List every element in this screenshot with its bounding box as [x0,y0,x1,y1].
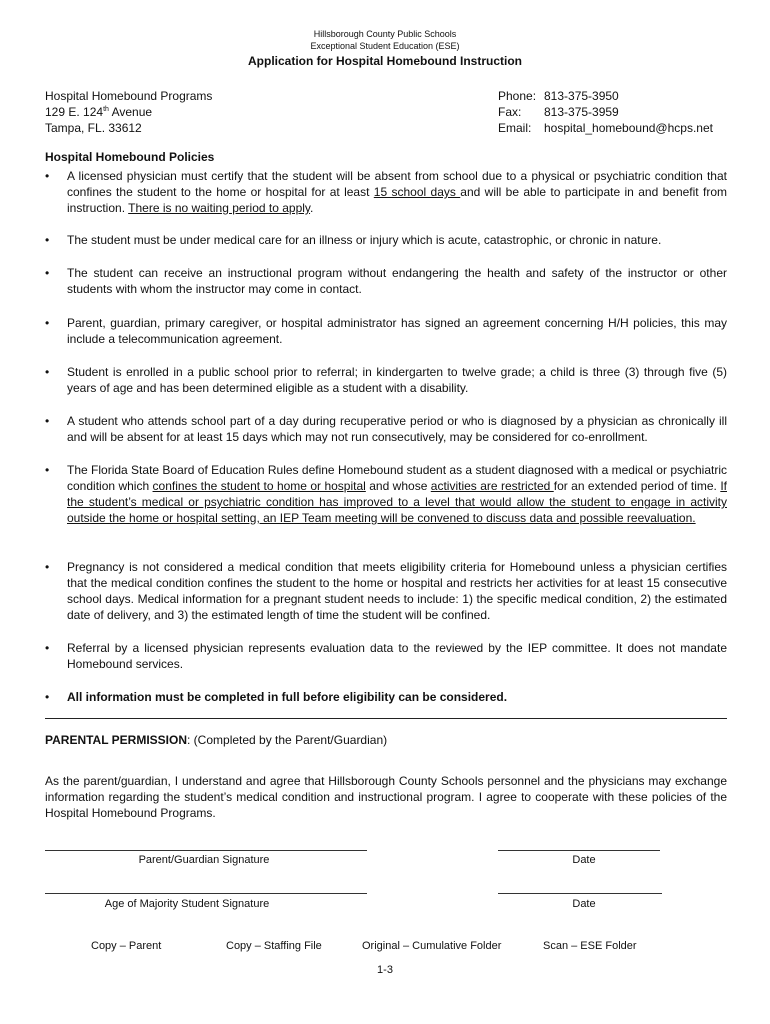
policy-item: • Parent, guardian, primary caregiver, or hospital administrator has signed an agreement concerning H/H policies, this may include a telecommunication agreement. [45,316,727,346]
policies-heading: Hospital Homebound Policies [45,150,215,164]
policy-item: • The student can receive an instructional program without endangering the health and safety of the instructor or other students with whom the instructor may come in contact. [45,266,727,296]
phone-number: 813-375-3950 [544,89,619,103]
student-date-label: Date [572,898,596,910]
bullet-icon: • [45,266,50,280]
section-divider [45,718,727,719]
policy-item: • Student is enrolled in a public school prior to referral; in kindergarten to twelve grade; a child is three (3) through five (5) years of age and has been determined eligible as a student with a disability. [45,365,727,395]
original-cumulative-folder: Original – Cumulative Folder [362,940,502,952]
scan-ese-folder: Scan – ESE Folder [543,940,637,952]
policy-item: • A student who attends school part of a day during recuperative period or who is diagnosed by a physician as chronically ill and will be absent for at least 15 days which may not run consecutively, may be considered for co-enrollment. [45,414,727,444]
district-name: Hillsborough County Public Schools [313,29,457,39]
bullet-icon: • [45,641,50,655]
bullet-icon: • [45,365,50,379]
contact-info [498,88,713,136]
parent-signature-line[interactable] [45,850,367,851]
policy-item: • All information must be completed in full before eligibility can be considered. [45,690,508,704]
bullet-icon: • [45,414,50,428]
bullet-icon: • [45,169,50,183]
policy-item: • A licensed physician must certify that the student will be absent from school due to a physical or psychiatric condition that confines the student to the home or hospital for at least 15 school days and will be able to participate in and benefit from instruction. There is no waiting period to apply. [45,169,727,215]
permission-heading: PARENTAL PERMISSION: (Completed by the Parent/Guardian) [45,733,388,747]
parent-date-line[interactable] [498,850,660,851]
email-row: Email: hospital_homebound@hcps.net [498,121,713,135]
parent-date-label: Date [572,854,596,866]
email-address: hospital_homebound@hcps.net [544,121,713,135]
student-signature-line[interactable] [45,893,367,894]
copy-parent: Copy – Parent [91,940,162,952]
department-name: Exceptional Student Education (ESE) [310,41,460,51]
phone-row: Phone: 813-375-3950 [498,89,619,103]
student-date-line[interactable] [498,893,662,894]
bullet-icon: • [45,690,50,704]
bullet-icon: • [45,560,50,574]
student-signature-label: Age of Majority Student Signature [104,898,270,910]
street-address: 129 E. 124th Avenue [45,105,153,119]
page-title: Application for Hospital Homebound Instruction [248,54,522,68]
mailing-address [45,88,212,136]
page-number: 1-3 [377,964,393,976]
policy-item: • The student must be under medical care for an illness or injury which is acute, catastrophic, or chronic in nature. [45,233,662,247]
copy-staffing-file: Copy – Staffing File [226,940,322,952]
bullet-icon: • [45,316,50,330]
program-name: Hospital Homebound Programs [45,89,213,103]
fax-row: Fax: 813-375-3959 [498,105,619,119]
permission-paragraph: As the parent/guardian, I understand and agree that Hillsborough County Schools personnel and the physicians may exchange information regarding the student’s medical condition and instructional program. I agree to cooperate with these policies of the Hospital Homebound Programs. [45,774,727,820]
fax-number: 813-375-3959 [544,105,619,119]
policy-item: • The Florida State Board of Education Rules define Homebound student as a student diagnosed with a medical or psychiatric condition which confines the student to home or hospital and whose activities are restricted for an extended period of time. If the student’s medical or psychiatric condition has improved to a level that would allow the student to engage in activity outside the home or hospital setting, an IEP Team meeting will be convened to discuss data and possible reevaluation. [45,463,727,525]
policy-item: • Pregnancy is not considered a medical condition that meets eligibility criteria for Homebound unless a physician certifies that the medical condition confines the student to the home or hospital and restricts her activities for at least 15 consecutive school days. Medical information for a pregnant student needs to include: 1) the specific medical condition, 2) the estimated date of delivery, and 3) the estimated length of time the student will be confined. [45,560,727,622]
city-state-zip: Tampa, FL. 33612 [45,121,142,135]
bullet-icon: • [45,233,50,247]
policy-item: • Referral by a licensed physician represents evaluation data to the reviewed by the IEP committee. It does not mandate Homebound services. [45,641,727,671]
parent-signature-label: Parent/Guardian Signature [138,854,270,866]
bullet-icon: • [45,463,50,477]
